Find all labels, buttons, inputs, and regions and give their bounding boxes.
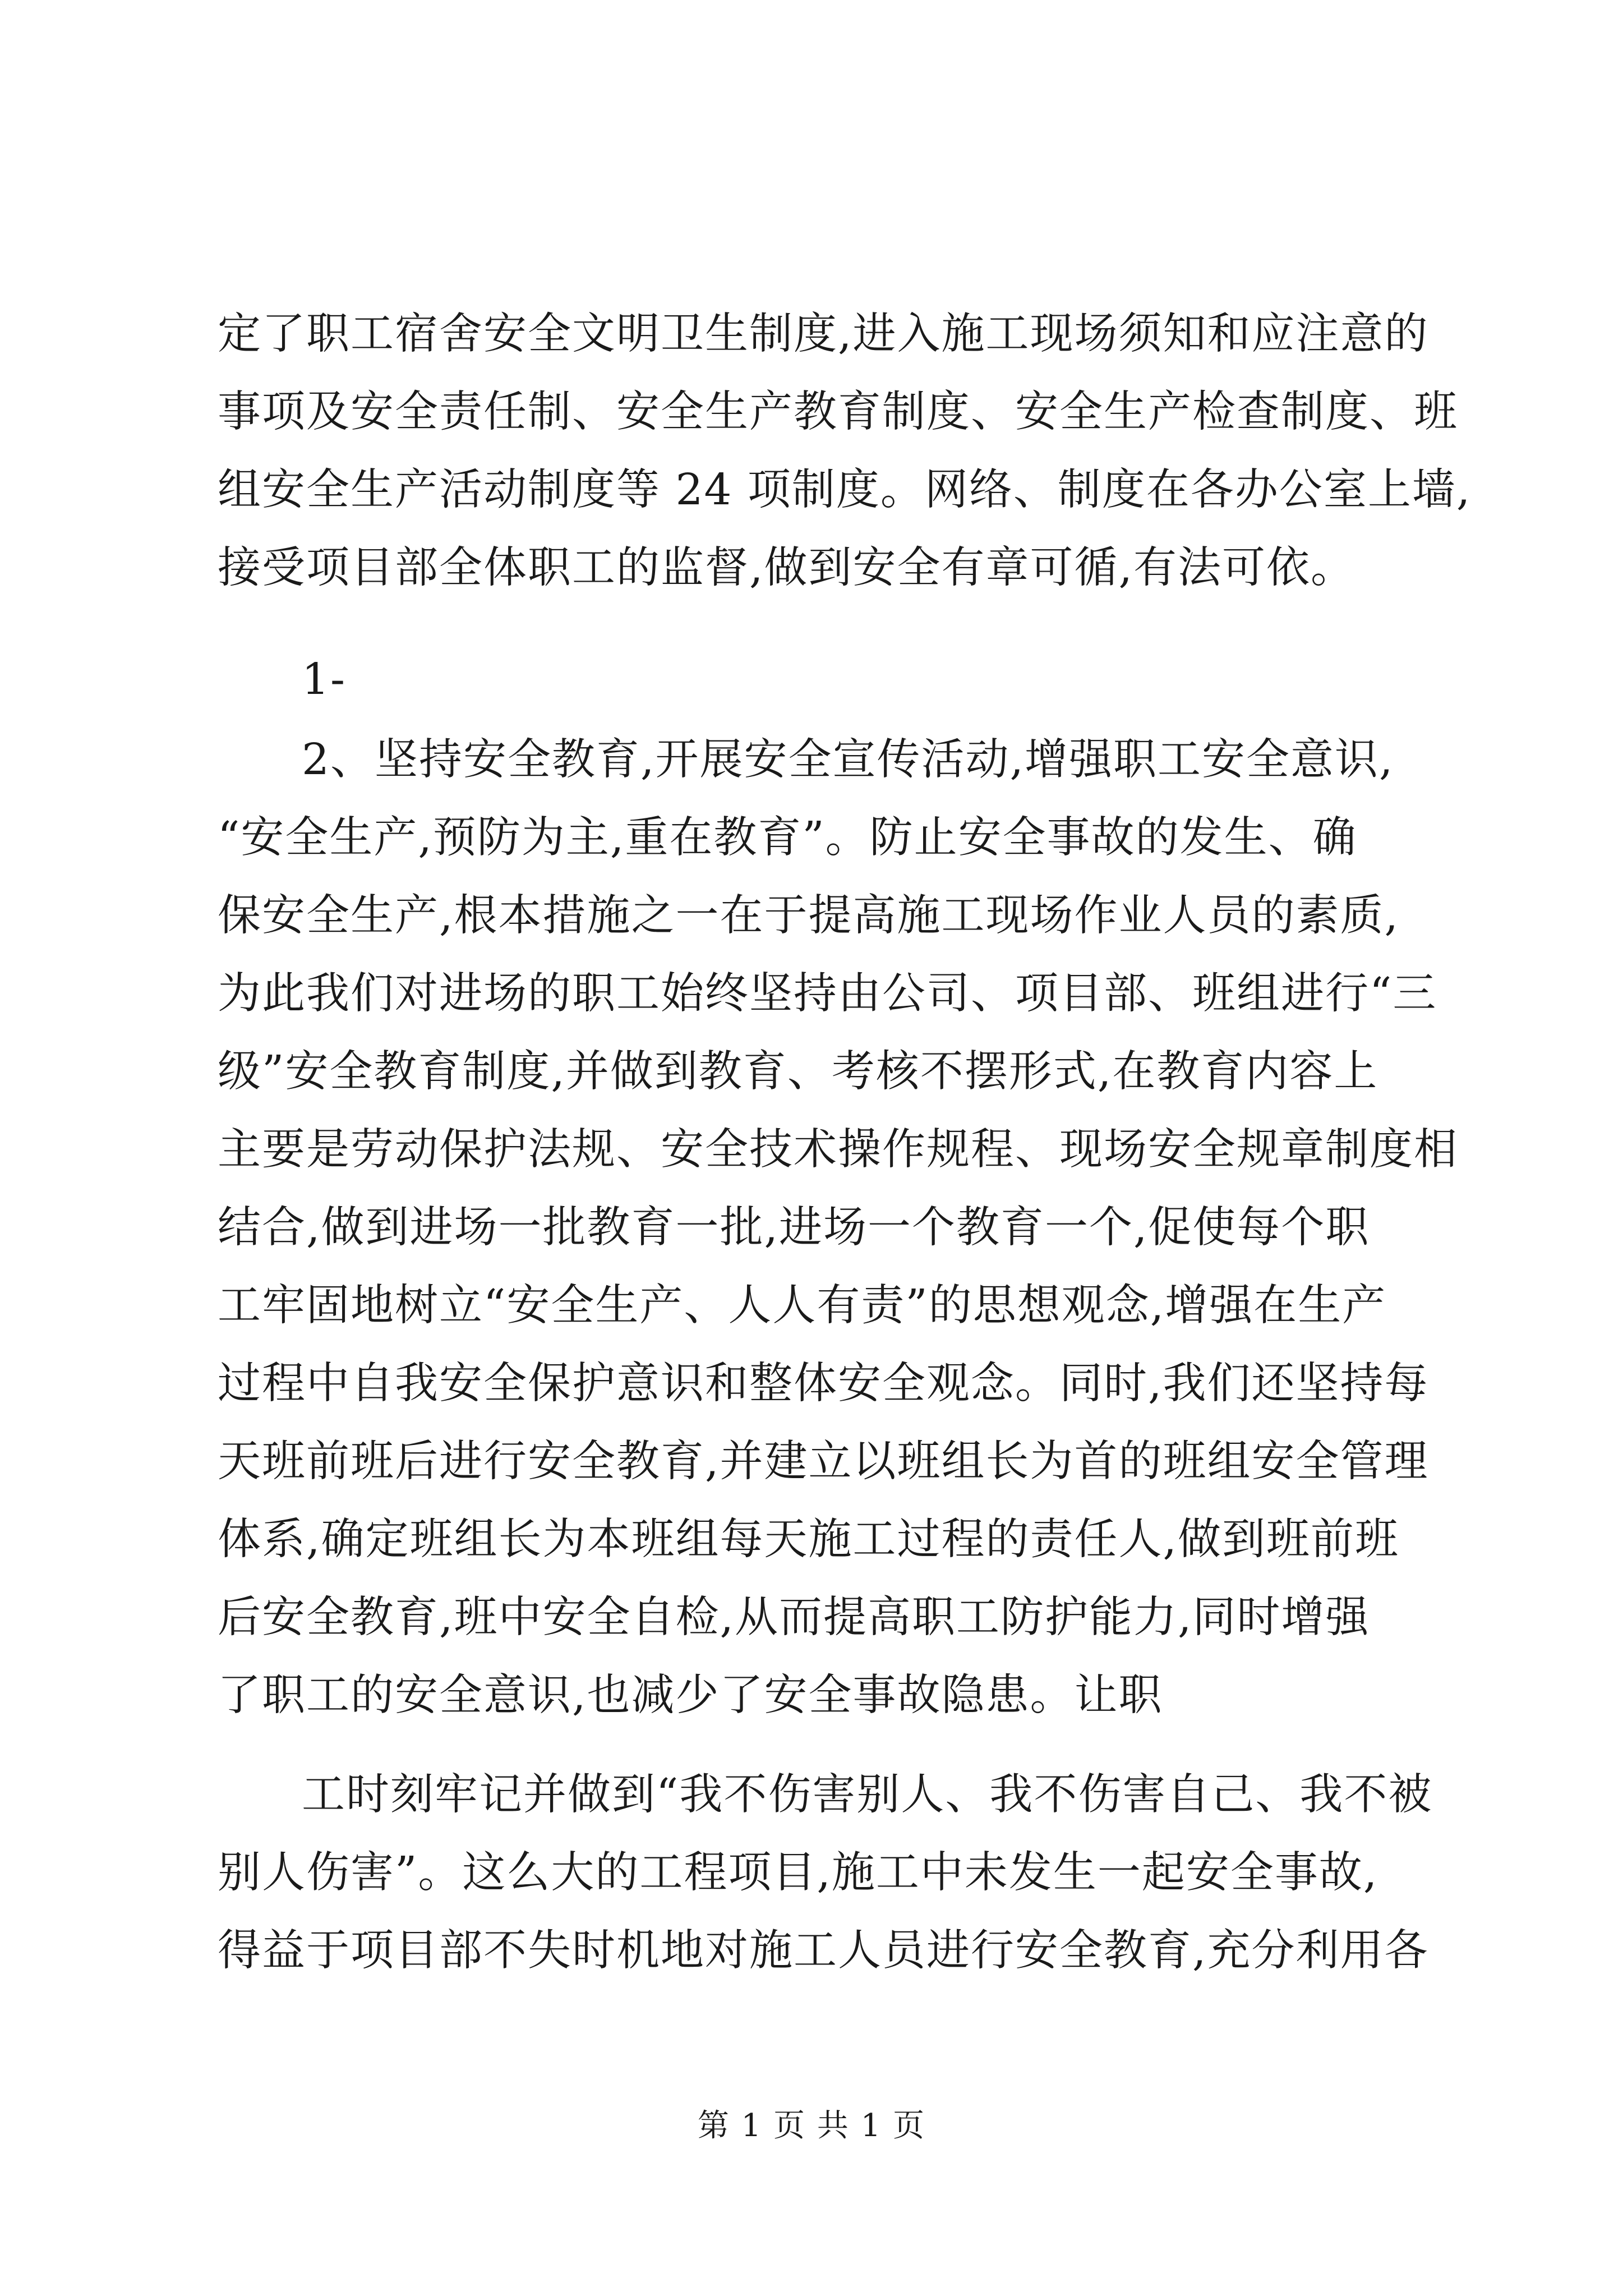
paragraph-line: 组安全生产活动制度等 24 项制度。网络、制度在各办公室上墙, <box>218 465 1472 515</box>
paragraph-line: 天班前班后进行安全教育,并建立以班组长为首的班组安全管理 <box>218 1437 1429 1487</box>
paragraph-line: 结合,做到进场一批教育一批,进场一个教育一个,促使每个职 <box>218 1203 1370 1253</box>
paragraph-line: 工时刻牢记并做到“我不伤害别人、我不伤害自己、我不被 <box>302 1770 1433 1820</box>
paragraph-line: 得益于项目部不失时机地对施工人员进行安全教育,充分利用各 <box>218 1926 1429 1976</box>
page-footer <box>0 2104 1623 2148</box>
paragraph-line: 事项及安全责任制、安全生产教育制度、安全生产检查制度、班 <box>218 387 1458 437</box>
paragraph-line: 定了职工宿舍安全文明卫生制度,进入施工现场须知和应注意的 <box>218 309 1429 359</box>
paragraph-line: “安全生产,预防为主,重在教育”。防止安全事故的发生、确 <box>218 813 1357 863</box>
paragraph-line: 保安全生产,根本措施之一在于提高施工现场作业人员的素质, <box>218 891 1399 941</box>
paragraph-line: 了职工的安全意识,也减少了安全事故隐患。让职 <box>218 1671 1163 1720</box>
paragraph-line: 接受项目部全体职工的监督,做到安全有章可循,有法可依。 <box>218 543 1355 593</box>
page-marker: 1- <box>302 655 347 705</box>
paragraph-line: 2、坚持安全教育,开展安全宣传活动,增强职工安全意识, <box>302 735 1394 785</box>
paragraph-line: 后安全教育,班中安全自检,从而提高职工防护能力,同时增强 <box>218 1593 1370 1642</box>
paragraph-3 <box>218 1756 1433 1990</box>
paragraph-1 <box>218 295 1472 607</box>
paragraph-line: 工牢固地树立“安全生产、人人有责”的思想观念,增强在生产 <box>218 1281 1387 1331</box>
paragraph-line: 别人伤害”。这么大的工程项目,施工中未发生一起安全事故, <box>218 1848 1378 1898</box>
paragraph-2 <box>218 721 1458 1734</box>
paragraph-line: 主要是劳动保护法规、安全技术操作规程、现场安全规章制度相 <box>218 1125 1458 1175</box>
paragraph-line: 为此我们对进场的职工始终坚持由公司、项目部、班组进行“三 <box>218 969 1437 1019</box>
paragraph-line: 级”安全教育制度,并做到教育、考核不摆形式,在教育内容上 <box>218 1047 1378 1097</box>
page-number-label: 第 1 页 共 1 页 <box>697 2108 926 2144</box>
page-marker-block <box>218 641 1412 719</box>
paragraph-line: 体系,确定班组长为本班组每天施工过程的责任人,做到班前班 <box>218 1515 1399 1565</box>
paragraph-line: 过程中自我安全保护意识和整体安全观念。同时,我们还坚持每 <box>218 1359 1429 1409</box>
